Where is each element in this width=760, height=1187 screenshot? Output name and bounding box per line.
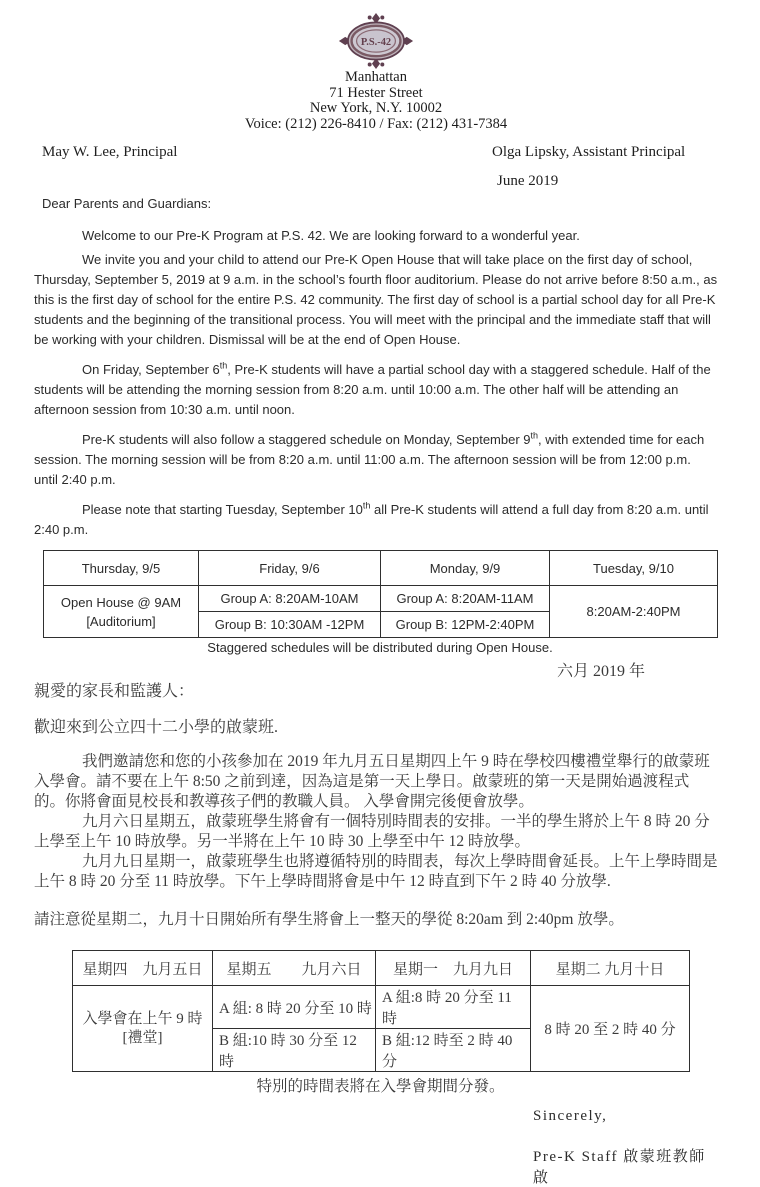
cell-monday-group-b: Group B: 12PM-2:40PM [381, 612, 550, 638]
header-tuesday: Tuesday, 9/10 [550, 551, 718, 586]
salutation-english: Dear Parents and Guardians: [42, 196, 212, 211]
open-house-line2-zh: [禮堂] [122, 1029, 163, 1046]
cell-friday-group-a: Group A: 8:20AM-10AM [199, 586, 381, 612]
cell-monday-group-a-zh: A 組:8 時 20 分至 11 時 [376, 986, 531, 1029]
header-thursday: Thursday, 9/5 [44, 551, 199, 586]
paragraph-open-house: We invite you and your child to attend our Pre-K Open House that will take place on the first day of school, Thursday, September 5, 2019 at 9 a.m. in the school’s fourth floor auditorium. Please do not arrive before 8:50 a.m., as this is the first day of school for the entire P.S. 42 community. The first day of school is a partial school day for all Pre-K students and the beginning of the transitional process. You will meet with the principal and the immediate staff that will be working with your children. Dismissal will be at the end of Open House. [34, 252, 718, 347]
table-caption-english: Staggered schedules will be distributed during Open House. [207, 640, 553, 655]
table-caption-chinese: 特別的時間表將在入學會期間分發。 [256, 1078, 505, 1095]
principal-row [34, 144, 718, 163]
table-header-row [73, 951, 690, 986]
letterhead-city: New York, N.Y. 10002 [309, 100, 443, 116]
date-chinese: 六月 2019 年 [557, 663, 646, 680]
cell-open-house [44, 586, 199, 638]
paragraph-friday: On Friday, September 6th, Pre-K students will have a partial school day with a staggered schedule. Half of the students will be attending the morning session from 8:20 a.m. until 10:00 a.m. The other half will be attending an afternoon session from 10:30 a.m. until noon. [34, 360, 711, 417]
letterhead-phone: Voice: (212) 226-8410 / Fax: (212) 431-7384 [244, 115, 508, 132]
cell-friday-group-b: Group B: 10:30AM -12PM [199, 612, 381, 638]
cell-tuesday-fullday-zh: 8 時 20 至 2 時 40 分 [531, 986, 690, 1072]
closing-sincerely: Sincerely, [533, 1108, 608, 1124]
paragraph-tuesday-chinese: 請注意從星期二，九月十日開始所有學生將會上一整天的學從 8:20am 到 2:40pm 放學。 [34, 911, 624, 928]
header-thursday-zh: 星期四 九月五日 [73, 951, 213, 986]
paragraph-welcome: Welcome to our Pre-K Program at P.S. 42. We are looking forward to a wonderful year. [82, 228, 580, 243]
schedule-table-chinese [72, 950, 690, 1072]
header-friday: Friday, 9/6 [199, 551, 381, 586]
table-header-row [44, 551, 718, 586]
paragraph-monday-chinese: 九月九日星期一，啟蒙班學生也將遵循特別的時間表，每次上學時間會延長。上午上學時間是上午 8 時 20 分至 11 時放學。下午上學時間將會是中午 12 時直到下午 2 時 40 分放學. [34, 853, 718, 890]
paragraph-friday-chinese: 九月六日星期五，啟蒙班學生將會有一個特別時間表的安排。一半的學生將於上午 8 時 20 分上學至上午 10 時放學。另一半將在上午 10 時 30 上學至中午 12 時放學。 [34, 813, 710, 850]
paragraph-tuesday: Please note that starting Tuesday, September 10th all Pre-K students will attend a full day from 8:20 a.m. until 2:40 p.m. [34, 500, 709, 537]
open-house-line1: Open House @ 9AM [60, 594, 182, 610]
header-friday-zh: 星期五 九月六日 [213, 951, 376, 986]
header-tuesday-zh: 星期二 九月十日 [531, 951, 690, 986]
header-monday: Monday, 9/9 [381, 551, 550, 586]
letterhead [34, 12, 718, 132]
letterhead-borough: Manhattan [344, 69, 407, 85]
assistant-principal-name: Olga Lipsky, Assistant Principal [492, 144, 686, 160]
closing-block [533, 1108, 718, 1186]
paragraph-welcome-chinese: 歡迎來到公立四十二小學的啟蒙班. [34, 719, 279, 736]
seal-label: P.S.-42 [360, 37, 392, 49]
open-house-line1-zh: 入學會在上午 9 時 [82, 1010, 203, 1027]
school-seal-icon [338, 12, 414, 70]
letterhead-street: 71 Hester Street [329, 84, 423, 101]
principal-name: May W. Lee, Principal [42, 144, 178, 160]
cell-tuesday-fullday: 8:20AM-2:40PM [550, 586, 718, 638]
cell-monday-group-a: Group A: 8:20AM-11AM [381, 586, 550, 612]
cell-open-house-zh [73, 986, 213, 1072]
paragraph-open-house-chinese: 我們邀請您和您的小孩參加在 2019 年九月五日星期四上午 9 時在學校四樓禮堂舉行的啟蒙班入學會。請不要在上午 8:50 之前到達，因為這是第一天上學日。啟蒙班的第一天是開始過渡程式的。你將會面見校長和教導孩子們的教職人員。 入學會開完後便會放學。 [34, 753, 710, 810]
cell-friday-group-a-zh: A 組: 8 時 20 分至 10 時 [213, 986, 376, 1029]
open-house-line2: [Auditorium] [86, 613, 156, 629]
table-row [73, 986, 690, 1029]
table-row [44, 586, 718, 612]
salutation-chinese: 親愛的家長和監護人： [34, 683, 195, 700]
paragraph-monday: Pre-K students will also follow a staggered schedule on Monday, September 9th, with extended time for each session. The morning session will be from 8:20 a.m. until 11:00 a.m. The afternoon session will be from 12:00 p.m. until 2:40 p.m. [34, 430, 705, 487]
cell-monday-group-b-zh: B 組:12 時至 2 時 40 分 [376, 1029, 531, 1072]
date-english: June 2019 [497, 173, 559, 189]
schedule-table-english [43, 550, 718, 638]
header-monday-zh: 星期一 九月九日 [376, 951, 531, 986]
cell-friday-group-b-zh: B 組:10 時 30 分至 12 時 [213, 1029, 376, 1072]
closing-signature: Pre-K Staff 啟蒙班教師啟 [533, 1149, 706, 1186]
